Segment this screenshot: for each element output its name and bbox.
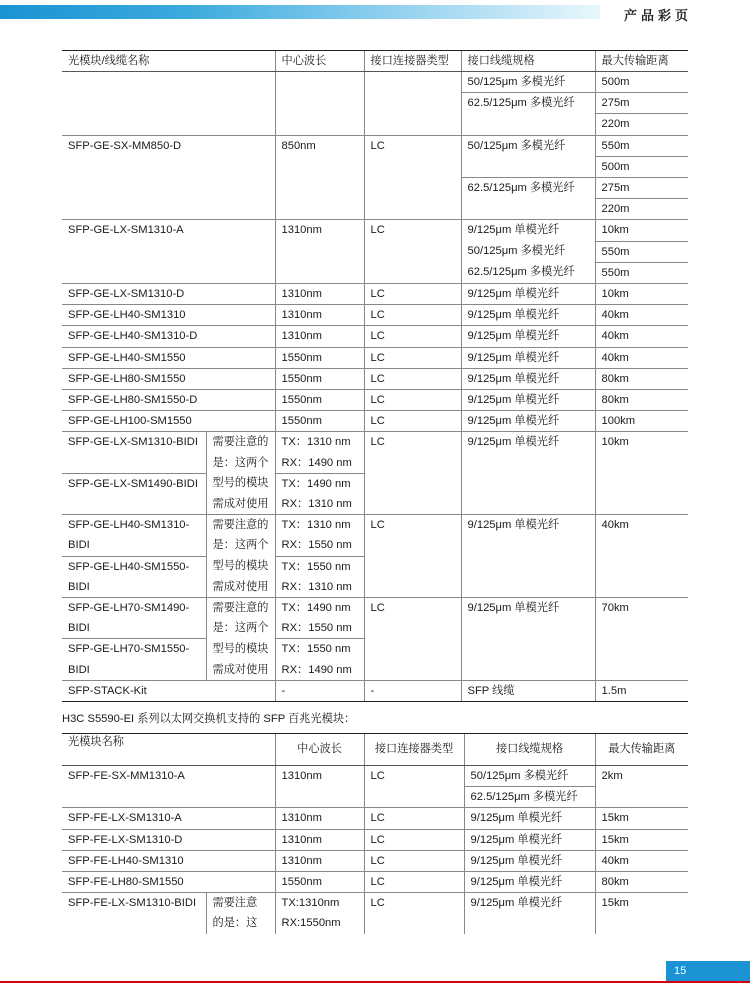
cell-name: SFP-FE-LX-SM1310-BIDI bbox=[62, 893, 206, 934]
cell-name: SFP-GE-LX-SM1310-BIDI bbox=[62, 432, 206, 473]
cell-cable: 9/125μm 单模光纤 bbox=[461, 326, 595, 347]
table-header-row bbox=[62, 51, 688, 72]
cell-name: BIDI bbox=[68, 580, 90, 593]
cell-wavelength: 850nm bbox=[275, 135, 364, 220]
col-header-connector: 接口连接器类型 bbox=[364, 51, 461, 72]
table-row bbox=[62, 598, 688, 619]
cell-cable: 9/125μm 单模光纤 bbox=[461, 284, 595, 305]
cell-wavelength: 1310nm bbox=[275, 326, 364, 347]
cell-cable: 9/125μm 单模光纤 bbox=[461, 305, 595, 326]
cell-name: SFP-GE-LH40-SM1310- bbox=[62, 515, 206, 536]
cell-distance: 15km bbox=[595, 893, 688, 934]
cell-distance: 220m bbox=[595, 114, 688, 135]
cell-name: BIDI bbox=[68, 663, 90, 676]
cell-distance: 275m bbox=[595, 93, 688, 114]
table-row bbox=[62, 850, 688, 871]
cell-wavelength: TX：1490 nm bbox=[275, 598, 364, 619]
col-header-wavelength: 中心波长 bbox=[275, 734, 364, 766]
cell-wavelength: 1310nm bbox=[275, 808, 364, 829]
cell-wavelength: 1310nm bbox=[275, 220, 364, 284]
cell-name bbox=[62, 72, 275, 136]
cell-cable: 9/125μm 单模光纤 bbox=[461, 390, 595, 411]
cell-wavelength: RX：1310 nm bbox=[275, 494, 364, 515]
table-row bbox=[62, 135, 688, 156]
footer-bar bbox=[0, 961, 750, 983]
cell-distance: 275m bbox=[595, 178, 688, 199]
table-row bbox=[62, 766, 688, 787]
header-bar bbox=[0, 0, 750, 26]
cell-wavelength: RX：1490 nm bbox=[275, 660, 364, 681]
cell-connector: LC bbox=[364, 326, 461, 347]
cell-wavelength: TX：1550 nm bbox=[275, 556, 364, 577]
cell-note: 型号的模块 bbox=[206, 639, 275, 660]
cell-connector: LC bbox=[364, 220, 461, 284]
cell-distance: 15km bbox=[595, 808, 688, 829]
cell-wavelength bbox=[275, 72, 364, 136]
cell-connector: LC bbox=[364, 432, 461, 515]
cell-name: SFP-GE-LH40-SM1310-D bbox=[62, 326, 275, 347]
cell-connector: LC bbox=[364, 411, 461, 432]
cell-cable: 9/125μm 单模光纤 bbox=[464, 850, 595, 871]
cell-wavelength: 1550nm bbox=[275, 390, 364, 411]
table-row bbox=[62, 411, 688, 432]
cell-distance: 70km bbox=[595, 598, 688, 681]
table-row bbox=[62, 515, 688, 536]
cell-name: SFP-GE-LH40-SM1550- bbox=[62, 556, 206, 577]
table-row bbox=[62, 893, 688, 914]
cell-name: SFP-FE-SX-MM1310-A bbox=[68, 770, 185, 782]
cell-note: 需要注意的 bbox=[206, 432, 275, 453]
cell-distance: 500m bbox=[595, 72, 688, 93]
table-row bbox=[62, 680, 688, 701]
cell-wavelength: 1550nm bbox=[275, 872, 364, 893]
cell-wavelength: - bbox=[275, 680, 364, 701]
cell-note: 的是：这 bbox=[206, 913, 275, 933]
cell-name: SFP-STACK-Kit bbox=[62, 680, 275, 701]
cell-name: BIDI bbox=[68, 622, 90, 635]
section-title: 产品彩页 bbox=[623, 8, 692, 23]
table-row bbox=[62, 284, 688, 305]
cell-distance: 40km bbox=[595, 347, 688, 368]
col-header-name: 光模块名称 bbox=[62, 734, 275, 766]
cell-wavelength: TX：1310 nm bbox=[275, 432, 364, 453]
cell-name: SFP-GE-LH70-SM1490- bbox=[62, 598, 206, 619]
cell-note: 是：这两个 bbox=[206, 618, 275, 639]
cell-note: 需成对使用 bbox=[206, 660, 275, 681]
cell-name: SFP-GE-LX-SM1490-BIDI bbox=[62, 473, 206, 514]
cell-connector: LC bbox=[364, 305, 461, 326]
table-row bbox=[62, 72, 688, 93]
cell-connector: LC bbox=[364, 893, 464, 934]
cell-distance: 40km bbox=[595, 305, 688, 326]
cell-distance: 80km bbox=[595, 390, 688, 411]
cell-name: SFP-FE-LX-SM1310-A bbox=[62, 808, 275, 829]
table-row bbox=[62, 872, 688, 893]
col-header-name: 光模块/线缆名称 bbox=[62, 51, 275, 72]
cell-name: SFP-GE-LH100-SM1550 bbox=[62, 411, 275, 432]
cell-distance: 15km bbox=[595, 829, 688, 850]
cell-distance: 10km bbox=[595, 220, 688, 241]
cell-distance: 550m bbox=[595, 241, 688, 262]
cell-wavelength: 1550nm bbox=[275, 347, 364, 368]
cell-note: 需成对使用 bbox=[206, 577, 275, 598]
cell-name: BIDI bbox=[68, 539, 90, 552]
cell-wavelength: 1550nm bbox=[275, 368, 364, 389]
cell-cable: 9/125μm 单模光纤 bbox=[461, 515, 595, 598]
cell-note: 需要注意的 bbox=[206, 515, 275, 536]
cell-wavelength: TX：1490 nm bbox=[275, 473, 364, 494]
cell-wavelength: RX:1550nm bbox=[275, 913, 364, 933]
cell-cable: 62.5/125μm 多模光纤 bbox=[461, 93, 595, 135]
table-row bbox=[62, 390, 688, 411]
cell-wavelength: 1310nm bbox=[275, 850, 364, 871]
cell-distance: 40km bbox=[595, 326, 688, 347]
cell-cable: 9/125μm 单模光纤 bbox=[464, 893, 595, 934]
cell-distance: 80km bbox=[595, 872, 688, 893]
cell-distance: 40km bbox=[595, 850, 688, 871]
cell-cable: 50/125μm 多模光纤 bbox=[461, 72, 595, 93]
cell-distance: 550m bbox=[595, 135, 688, 156]
cell-connector: - bbox=[364, 680, 461, 701]
cell-name: SFP-GE-LH80-SM1550-D bbox=[62, 390, 275, 411]
cell-note: 需成对使用 bbox=[206, 494, 275, 515]
cell-connector: LC bbox=[364, 135, 461, 220]
cell-distance: 1.5m bbox=[595, 680, 688, 701]
cell-name: SFP-GE-LH80-SM1550 bbox=[62, 368, 275, 389]
table-row bbox=[62, 326, 688, 347]
cell-note: 需要注意 bbox=[206, 893, 275, 914]
page-number: 15 bbox=[666, 961, 750, 981]
cell-name: SFP-FE-LH80-SM1550 bbox=[62, 872, 275, 893]
table-header-row bbox=[62, 734, 688, 766]
cell-connector: LC bbox=[364, 284, 461, 305]
cell-connector: LC bbox=[364, 872, 464, 893]
cell-wavelength: RX：1550 nm bbox=[275, 618, 364, 639]
cell-wavelength: TX:1310nm bbox=[275, 893, 364, 914]
cell-cable: 9/125μm 单模光纤 bbox=[461, 432, 595, 515]
cell-distance: 550m bbox=[595, 262, 688, 283]
cell-wavelength: RX：1310 nm bbox=[275, 577, 364, 598]
cell-cable: 62.5/125μm 多模光纤 bbox=[461, 262, 595, 283]
cell-connector: LC bbox=[364, 347, 461, 368]
cell-wavelength: 1310nm bbox=[275, 305, 364, 326]
cell-cable: 9/125μm 单模光纤 bbox=[461, 598, 595, 681]
cell-name: SFP-GE-LH70-SM1550- bbox=[62, 639, 206, 660]
cell-connector: LC bbox=[364, 808, 464, 829]
cell-connector: LC bbox=[364, 850, 464, 871]
cell-connector: LC bbox=[364, 598, 461, 681]
cell-cable: 9/125μm 单模光纤 bbox=[464, 829, 595, 850]
cell-wavelength: 1310nm bbox=[275, 284, 364, 305]
cell-distance: 2km bbox=[595, 766, 688, 808]
cell-cable: 62.5/125μm 多模光纤 bbox=[464, 787, 595, 808]
cell-cable: 9/125μm 单模光纤 bbox=[464, 872, 595, 893]
cell-connector bbox=[364, 72, 461, 136]
cell-name: SFP-FE-LH40-SM1310 bbox=[62, 850, 275, 871]
cell-distance: 500m bbox=[595, 156, 688, 177]
cell-cable: 9/125μm 单模光纤 bbox=[461, 368, 595, 389]
cell-connector: LC bbox=[364, 515, 461, 598]
cell-distance: 220m bbox=[595, 199, 688, 220]
cell-wavelength: TX：1550 nm bbox=[275, 639, 364, 660]
cell-distance: 80km bbox=[595, 368, 688, 389]
col-header-distance: 最大传输距离 bbox=[595, 734, 688, 766]
cell-wavelength: RX：1490 nm bbox=[275, 453, 364, 474]
table-row bbox=[62, 305, 688, 326]
cell-cable: 9/125μm 单模光纤 bbox=[461, 411, 595, 432]
cell-cable: 9/125μm 单模光纤 bbox=[461, 220, 595, 241]
table-row bbox=[62, 432, 688, 453]
fe-module-table bbox=[62, 733, 688, 934]
header-gradient-stripe bbox=[0, 5, 600, 19]
cell-name: SFP-FE-LX-SM1310-D bbox=[62, 829, 275, 850]
cell-cable: 9/125μm 单模光纤 bbox=[461, 347, 595, 368]
col-header-cable: 接口线缆规格 bbox=[464, 734, 595, 766]
cell-wavelength: 1310nm bbox=[275, 766, 364, 808]
table-caption: H3C S5590-EI 系列以太网交换机支持的 SFP 百兆光模块： bbox=[62, 713, 356, 725]
table-row bbox=[62, 347, 688, 368]
cell-name: SFP-GE-SX-MM850-D bbox=[62, 135, 275, 220]
gbic-module-table bbox=[62, 50, 688, 702]
cell-distance: 10km bbox=[595, 432, 688, 515]
cell-note: 是：这两个 bbox=[206, 453, 275, 474]
cell-connector: LC bbox=[364, 766, 464, 808]
cell-wavelength: TX：1310 nm bbox=[275, 515, 364, 536]
table-row bbox=[62, 808, 688, 829]
cell-cable: 50/125μm 多模光纤 bbox=[461, 135, 595, 177]
cell-cable: SFP 线缆 bbox=[461, 680, 595, 701]
cell-connector: LC bbox=[364, 829, 464, 850]
cell-wavelength: RX：1550 nm bbox=[275, 535, 364, 556]
cell-note: 需要注意的 bbox=[206, 598, 275, 619]
table-row bbox=[62, 829, 688, 850]
cell-name: SFP-GE-LH40-SM1550 bbox=[62, 347, 275, 368]
cell-distance: 100km bbox=[595, 411, 688, 432]
cell-note: 是：这两个 bbox=[206, 535, 275, 556]
table-row bbox=[62, 220, 688, 241]
col-header-connector: 接口连接器类型 bbox=[364, 734, 464, 766]
table-row bbox=[62, 368, 688, 389]
cell-cable: 50/125μm 多模光纤 bbox=[464, 766, 595, 787]
cell-note: 型号的模块 bbox=[206, 473, 275, 494]
cell-name: SFP-GE-LX-SM1310-A bbox=[62, 220, 275, 284]
cell-name: SFP-GE-LX-SM1310-D bbox=[62, 284, 275, 305]
cell-cable: 50/125μm 多模光纤 bbox=[461, 241, 595, 262]
cell-wavelength: 1550nm bbox=[275, 411, 364, 432]
cell-cable: 62.5/125μm 多模光纤 bbox=[461, 178, 595, 220]
cell-connector: LC bbox=[364, 390, 461, 411]
cell-distance: 40km bbox=[595, 515, 688, 598]
col-header-wavelength: 中心波长 bbox=[275, 51, 364, 72]
col-header-cable: 接口线缆规格 bbox=[461, 51, 595, 72]
cell-wavelength: 1310nm bbox=[275, 829, 364, 850]
cell-distance: 10km bbox=[595, 284, 688, 305]
col-header-distance: 最大传输距离 bbox=[595, 51, 688, 72]
cell-name: SFP-GE-LH40-SM1310 bbox=[62, 305, 275, 326]
cell-cable: 9/125μm 单模光纤 bbox=[464, 808, 595, 829]
cell-connector: LC bbox=[364, 368, 461, 389]
cell-note: 型号的模块 bbox=[206, 556, 275, 577]
